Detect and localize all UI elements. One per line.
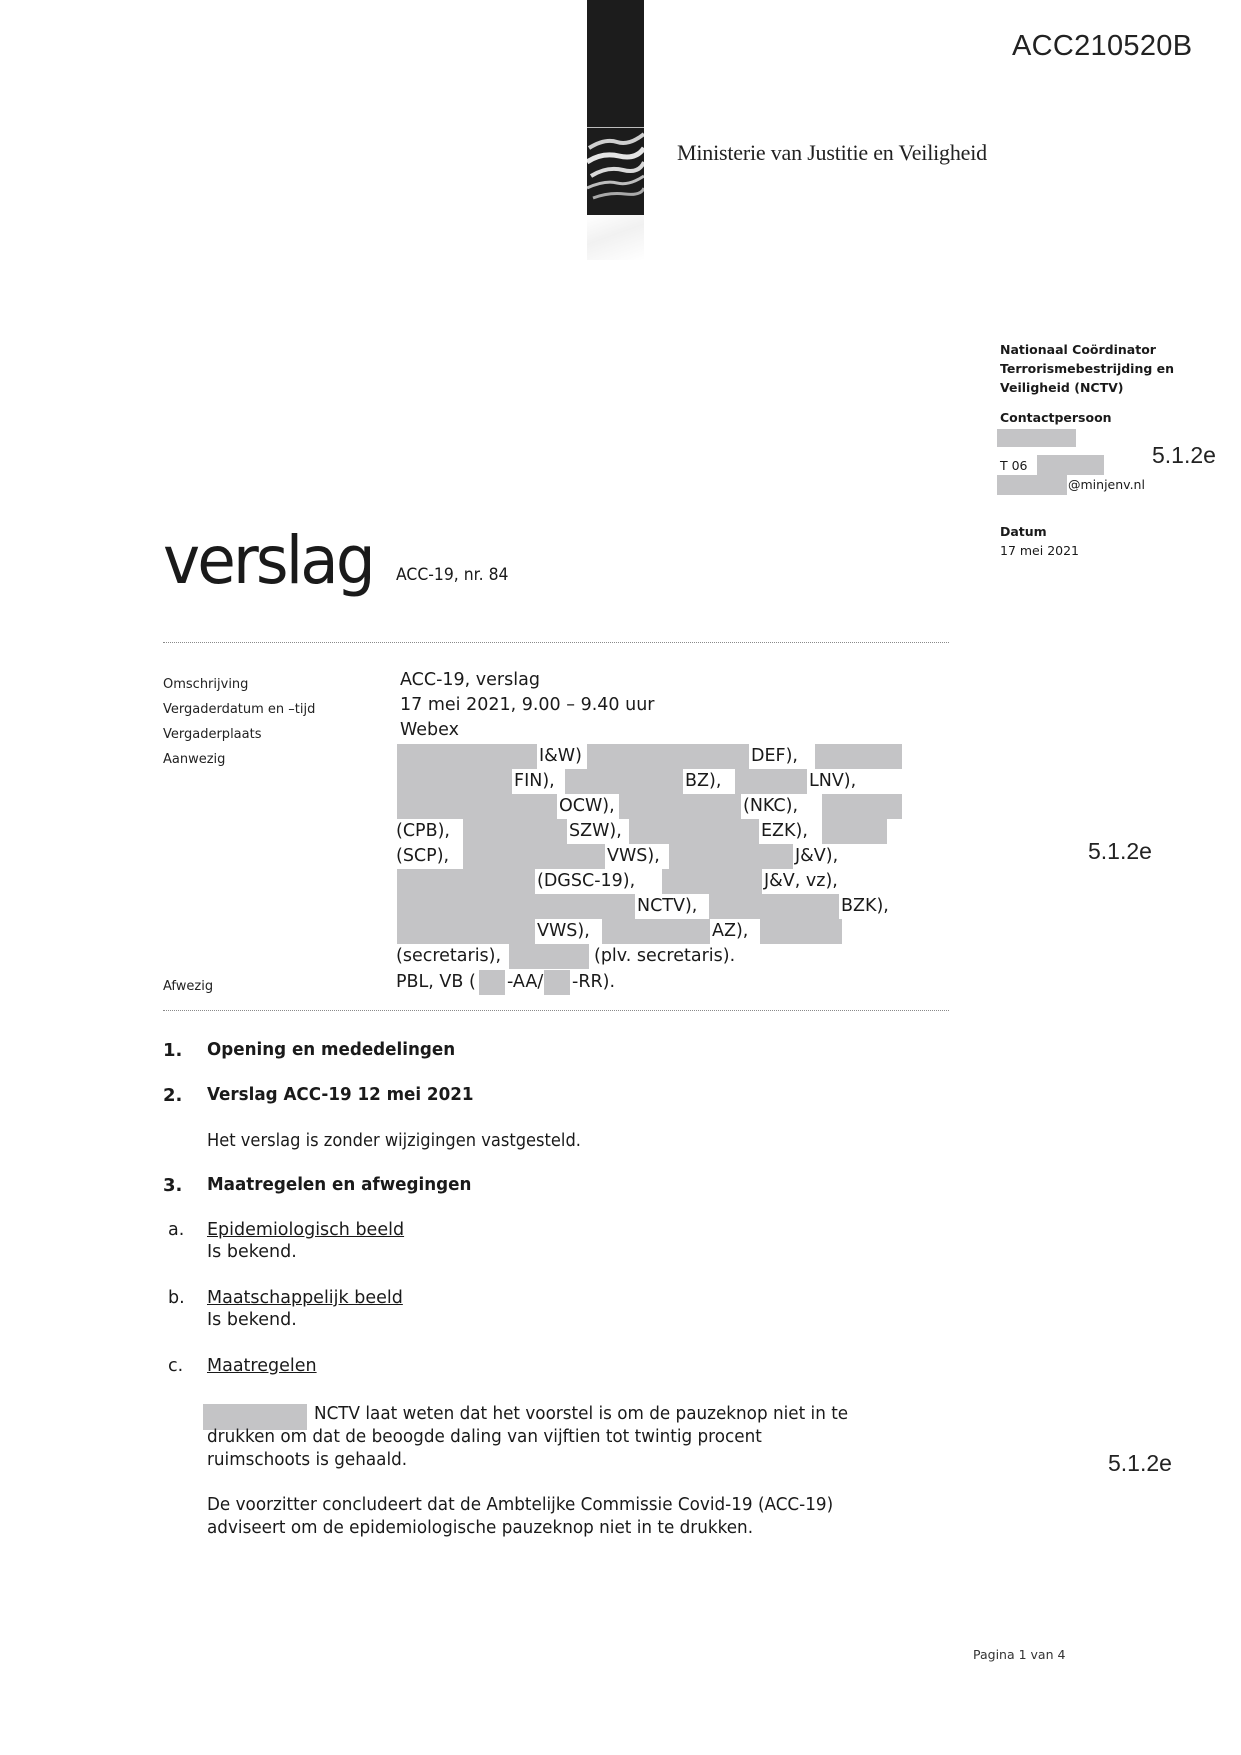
agenda-body-2: Het verslag is zonder wijzigingen vastgesteld. <box>207 1131 581 1151</box>
redaction <box>822 819 887 844</box>
redaction <box>397 744 537 769</box>
redaction <box>709 894 839 919</box>
sender-org-line3: Veiligheid (NCTV) <box>1000 380 1124 395</box>
redaction <box>662 869 762 894</box>
redaction <box>397 919 535 944</box>
paragraph-1-line-3: ruimschoots is gehaald. <box>207 1450 408 1470</box>
subitem-body-a: Is bekend. <box>207 1242 297 1262</box>
redaction <box>669 844 793 869</box>
meta-label-plaats: Vergaderplaats <box>163 727 262 742</box>
agenda-title-3: Maatregelen en afwegingen <box>207 1174 472 1195</box>
redaction-code-stamp: 5.1.2e <box>1088 838 1152 864</box>
redaction <box>565 769 683 794</box>
absent-org: PBL, VB ( <box>394 970 478 995</box>
redaction <box>815 744 902 769</box>
date-value: 17 mei 2021 <box>1000 543 1080 558</box>
meta-value-plaats: Webex <box>400 720 459 740</box>
absent-org: -AA/ <box>505 970 545 995</box>
redaction <box>463 844 605 869</box>
meta-label-datum: Vergaderdatum en –tijd <box>163 702 316 717</box>
document-subtitle: ACC-19, nr. 84 <box>396 565 509 585</box>
attendee-role: (plv. secretaris). <box>592 944 737 969</box>
logo-texture <box>587 128 644 215</box>
document-title: verslag <box>163 522 373 599</box>
contact-email: @minjenv.nl <box>1068 477 1145 492</box>
redaction-phone <box>1037 455 1104 475</box>
contact-phone: T 06 <box>1000 458 1028 473</box>
redaction-contact-name <box>997 429 1076 447</box>
subitem-label-b: b. <box>168 1288 185 1308</box>
redaction <box>397 894 635 919</box>
meta-label-omschrijving: Omschrijving <box>163 677 249 692</box>
redaction <box>397 869 535 894</box>
attendee-org: VWS), <box>535 919 592 944</box>
divider-bottom <box>163 1010 949 1011</box>
redaction <box>397 769 512 794</box>
redaction-email <box>997 475 1067 495</box>
attendee-org: (CPB), <box>394 819 452 844</box>
redaction-code-stamp: 5.1.2e <box>1108 1450 1172 1476</box>
attendee-org: EZK), <box>759 819 810 844</box>
attendee-org: SZW), <box>567 819 624 844</box>
contact-label: Contactpersoon <box>1000 410 1112 425</box>
divider-top <box>163 642 949 643</box>
attendee-org: OCW), <box>557 794 617 819</box>
subitem-label-a: a. <box>168 1220 185 1240</box>
sender-org-line1: Nationaal Coördinator <box>1000 342 1156 357</box>
date-label: Datum <box>1000 524 1047 539</box>
agenda-title-2: Verslag ACC-19 12 mei 2021 <box>207 1084 474 1105</box>
page-number: Pagina 1 van 4 <box>973 1647 1066 1662</box>
attendee-org: NCTV), <box>635 894 699 919</box>
attendee-org: FIN), <box>512 769 557 794</box>
redaction <box>479 970 505 995</box>
paragraph-1-line-2: drukken om dat de beoogde daling van vijftien tot twintig procent <box>207 1427 762 1447</box>
sender-org <box>1000 340 1174 397</box>
attendee-org: BZK), <box>839 894 891 919</box>
redaction <box>760 919 842 944</box>
attendee-org: VWS), <box>605 844 662 869</box>
document-id: ACC210520B <box>1012 30 1193 62</box>
paragraph-2-line-2: adviseert om de epidemiologische pauzeknop niet in te drukken. <box>207 1518 754 1538</box>
attendee-org: I&W) <box>537 744 584 769</box>
meta-label-afwezig: Afwezig <box>163 979 214 994</box>
meta-label-aanwezig: Aanwezig <box>163 752 226 767</box>
absent-org: -RR). <box>570 970 617 995</box>
subitem-body-b: Is bekend. <box>207 1310 297 1330</box>
redaction <box>397 794 557 819</box>
meta-value-omschrijving: ACC-19, verslag <box>400 670 540 690</box>
agenda-number-3: 3. <box>163 1175 183 1196</box>
attendee-org: (SCP), <box>394 844 451 869</box>
attendee-org: (DGSC-19), <box>535 869 637 894</box>
sender-org-line2: Terrorismebestrijding en <box>1000 361 1175 376</box>
attendee-role: (secretaris), <box>394 944 503 969</box>
redaction <box>544 970 570 995</box>
agenda-number-1: 1. <box>163 1040 183 1061</box>
logo-shadow <box>587 215 644 260</box>
attendee-org: DEF), <box>749 744 800 769</box>
redaction <box>463 819 567 844</box>
subitem-title-a: Epidemiologisch beeld <box>207 1220 405 1240</box>
redaction <box>735 769 807 794</box>
attendee-org: J&V, vz), <box>762 869 840 894</box>
subitem-title-b: Maatschappelijk beeld <box>207 1288 403 1308</box>
attendee-org: J&V), <box>793 844 840 869</box>
ministry-name: Ministerie van Justitie en Veiligheid <box>677 140 987 165</box>
redaction <box>629 819 759 844</box>
rijkslogo-icon <box>587 0 644 215</box>
redaction <box>509 944 589 969</box>
attendee-org: (NKC), <box>741 794 800 819</box>
redaction <box>822 794 902 819</box>
attendee-org: BZ), <box>683 769 723 794</box>
redaction-code-stamp: 5.1.2e <box>1152 442 1216 468</box>
subitem-title-c: Maatregelen <box>207 1356 317 1376</box>
agenda-number-2: 2. <box>163 1085 183 1106</box>
attendee-org: LNV), <box>807 769 858 794</box>
subitem-label-c: c. <box>168 1356 184 1376</box>
paragraph-2-line-1: De voorzitter concludeert dat de Ambtelijke Commissie Covid-19 (ACC-19) <box>207 1495 834 1515</box>
attendee-org: AZ), <box>710 919 750 944</box>
redaction <box>602 919 710 944</box>
redaction <box>619 794 741 819</box>
meta-value-datum: 17 mei 2021, 9.00 – 9.40 uur <box>400 695 655 715</box>
paragraph-1-line-1: NCTV laat weten dat het voorstel is om de pauzeknop niet in te <box>314 1404 849 1424</box>
agenda-title-1: Opening en mededelingen <box>207 1039 456 1060</box>
redaction <box>587 744 749 769</box>
